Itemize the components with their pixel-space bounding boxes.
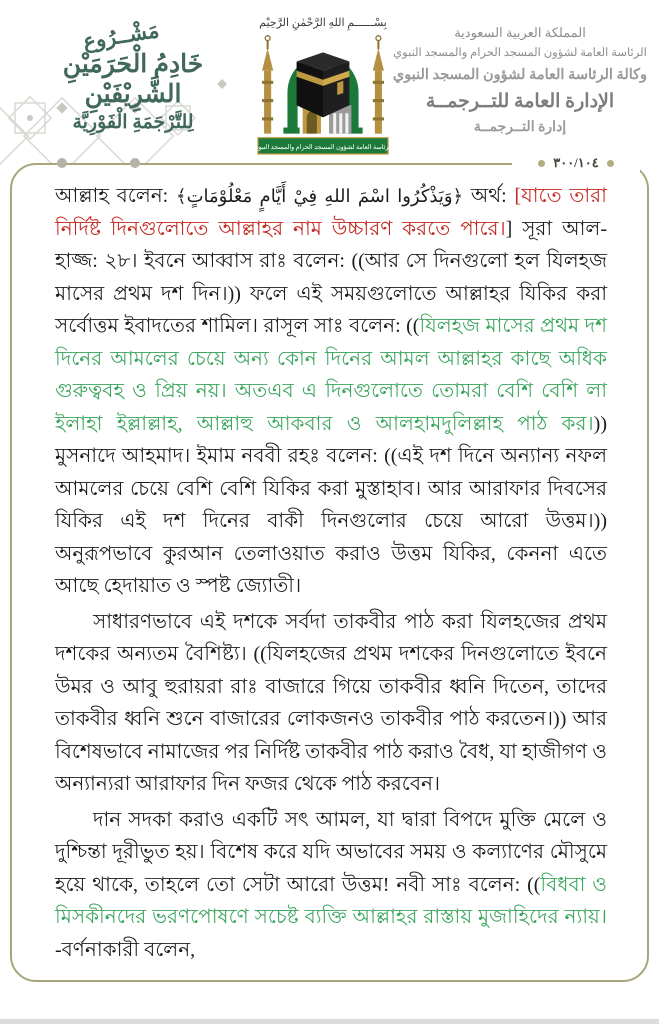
paragraph-2 [55,606,607,801]
text-segment: -বর্ণনাকারী বলেন, [55,938,196,961]
logo-block [248,16,398,161]
paragraph-3 [55,804,607,967]
paragraph-1 [55,180,607,603]
project-title-line1: مَشْــرُوع [81,18,161,54]
text-segment: )) মুসনাদে আহমাদ। ইমাম নববী রহঃ বলেন: ((এই দশ দিনে অন্যান্য নফল আমলের চেয়ে বেশি বেশি যিকির করা মুস্তাহাব। আর আরাফার দিবসের যিকির এই দশ দিনের বাকী দিনগুলোর চেয়ে আরো উত্তম।)) অনুরূপভাবে কুরআন তেলাওয়াত করাও উত্তম যিকির, কেননা এতে আছে হেদায়াত ও স্পষ্ট জ্যোতী। [55,412,607,597]
org-line-presidency: الرئاسة العامة لشؤون المسجد الحرام والمسجد النبوي [393,46,647,59]
page-bottom-strip [0,1019,659,1024]
hadith-quote-green: বিধবা ও মিসকীনদের ভরণপোষণে সচেষ্ট ব্যক্তি আল্লাহর রাস্তায় মুজাহিদের ন্যায়। [55,873,607,928]
org-line-general-admin: الإدارة العامة للتــرجمــة [425,90,615,112]
project-title-line3: لِلتَّرْجَمَةِ الْفَوْرِيَّة [72,112,194,133]
doc-number-chip [512,153,640,173]
minaret-icon [373,36,384,134]
org-line-translation-dept: إدارة التــرجمــة [473,119,567,135]
org-header [390,26,650,136]
frame-dot [57,158,67,168]
bismillah-text: بِسْــــــمِ اللهِ الرَّحْمٰنِ الرَّحِيْم [259,17,387,29]
olive-dot-icon [607,160,614,167]
olive-dot-icon [538,160,545,167]
org-line-country: المملكة العربية السعودية [454,25,586,40]
text-segment: অর্থ: [463,185,515,207]
document-body [55,180,607,966]
frame-dot [130,158,140,168]
quran-verse-arabic: ﴿وَيَذْكُرُوا اسْمَ اللهِ فِيْ أَيَّامٍ مَعْلُوْمَاتٍ﴾ [176,186,464,206]
presidency-logo-icon [250,30,396,156]
logo-banner [254,138,393,154]
org-line-agency: وكالة الرئاسة العامة لشؤون المسجد النبوي [392,67,648,84]
project-title-line2: خَادِمُ الْحَرَمَيْنِ الشَّرِيْفَيْنِ [62,51,204,108]
text-segment: ] সূরা আল-হাজ্জ: ২৮। ইবনে আব্বাস রাঃ বলেন: ((আর সে দিনগুলো হল যিলহজ মাসের প্রথম দশ দিন।)) ফলে এই সময়গুলোতে আল্লাহর যিকির করা সর্বোত্তম ইবাদতের শামিল। রাসূল সাঃ বলেন: (( [55,217,607,337]
text-segment: আল্লাহ বলেন: [55,185,177,207]
doc-number: ٣٠٠/١٠٤ [553,155,599,170]
hadith-quote-green: যিলহজ মাসের প্রথম দশ দিনের আমলের চেয়ে অন্য কোন দিনের আমল আল্লাহর কাছে অধিক গুরুত্ববহ ও প্রিয় নয়। অতএব এ দিনগুলোতে তোমরা বেশি বেশি লা ইলাহা ইল্লাল্লাহ, আল্লাহু আকবার ও আলহামদুলিল্লাহ পাঠ কর। [55,315,607,435]
project-title [28,18,238,134]
text-segment: দান সদকা করাও একটি সৎ আমল, যা দ্বারা বিপদে মুক্তি মেলে ও দুশ্চিন্তা দূরীভুত হয়। বিশেষ করে যদি অভাবের সময় ও কল্যাণের মৌসুমে হয়ে থাকে, তাহলে তো সেটা আরো উত্তম! নবী সাঃ বলেন: (( [55,808,607,896]
verse-translation-red: [যাতে তারা নির্দিষ্ট দিনগুলোতে আল্লাহর নাম উচ্চারণ করতে পারে। [55,185,607,240]
text-segment: সাধারণভাবে এই দশকে সর্বদা তাকবীর পাঠ করা যিলহজের প্রথম দশকের অন্যতম বৈশিষ্ট্য। ((যিলহজের প্রথম দশকের দিনগুলোতে ইবনে উমর ও আবু হুরায়রা রাঃ বাজারে গিয়ে তাকবীর ধ্বনি দিতেন, তাদের তাকবীর ধ্বনি শুনে বাজারের লোকজনও তাকবীর পাঠ করতেন।)) আর বিশেষভাবে নামাজের পর নির্দিষ্ট তাকবীর পাঠ করাও বৈধ, যা হাজীগণ ও অন্যান্যরা আরাফার দিন ফজর থেকে পাঠ করবেন। [55,610,607,795]
kaaba-icon [297,52,350,117]
minaret-icon [262,36,273,134]
logo-banner-text: الرئاسة العامة لشؤون المسجد الحرام والمسجد النبوي [253,143,393,151]
